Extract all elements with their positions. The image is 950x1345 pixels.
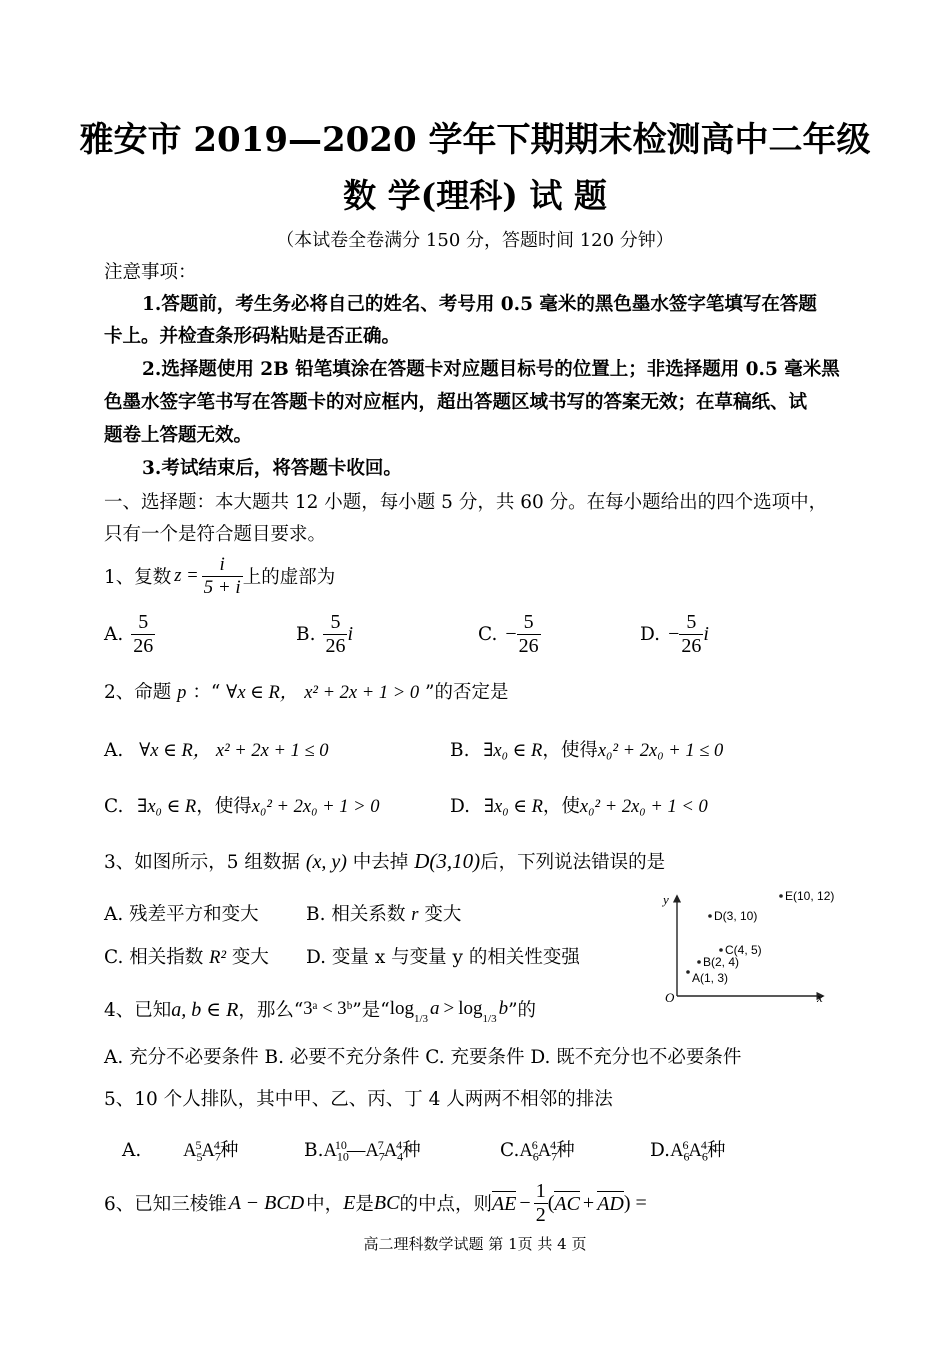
q1-c-den: 26 [518, 634, 539, 657]
q5-a-label: A. [122, 1140, 142, 1161]
q3-option-a: A. 残差平方和变大 [104, 904, 259, 925]
q1-d-label: D. [640, 623, 661, 645]
q4-prefix: 4、已知 [104, 1000, 172, 1021]
q5-d-expr: $A_6^6A_6^4$ [670, 1137, 708, 1164]
point-a-label: A(1, 3) [692, 971, 729, 985]
question-1 [104, 548, 335, 604]
x-axis-label: x [817, 990, 823, 1005]
q3-point-d: D(3,10) [414, 849, 481, 873]
point-c-label: C(4, 5) [725, 943, 762, 957]
question-6 [104, 1176, 647, 1230]
q1-b-fraction [323, 611, 347, 658]
page-footer: 高二理科数学试题 第 1页 共 4 页 [363, 1235, 587, 1253]
q3-c-r2: R² [209, 948, 227, 968]
question-5: 5、10 个人排队，其中甲、乙、丙、丁 4 人两两不相邻的排法 [104, 1089, 613, 1110]
q1-lhs: z = [174, 565, 199, 586]
q1-d-minus: − [668, 622, 680, 645]
section-1-line2: 只有一个是符合题目要求。 [104, 524, 327, 545]
notice-heading: 注意事项： [104, 262, 197, 283]
q2-b-label: B. [450, 740, 470, 761]
point-a [686, 970, 690, 974]
q3-scatter-plot [655, 882, 865, 1007]
q2-b-mid: ，使得 [542, 740, 598, 761]
q3-xy: (x, y) [305, 851, 347, 873]
q2-c-ineq: x₀² + 2x₀ + 1 > 0 [251, 797, 380, 817]
q3-suffix: 后，下列说法错误的是 [480, 852, 666, 873]
q5-b-unit: 种 [402, 1140, 421, 1161]
q4-cond1: 3ᵃ < 3ᵇ [303, 998, 353, 1019]
q3-option-c [104, 943, 269, 969]
q1-d-i: i [703, 622, 709, 645]
q4-ab: a, b ∈ R [171, 998, 239, 1021]
point-b-label: B(2, 4) [703, 955, 740, 969]
q2-c-quant: ∃x₀ ∈ R [137, 797, 197, 817]
q5-b-expr: $A_{10}^{10}—A_7^7A_4^4$ [323, 1137, 404, 1164]
q6-e: E [343, 1191, 356, 1214]
q3-option-b [306, 900, 461, 926]
q3-b-pre: B. 相关系数 [306, 904, 406, 925]
q5-c-expr: $A_6^6A_7^4$ [519, 1137, 558, 1164]
q1-c-label: C. [478, 623, 498, 645]
page-title: 雅安市 2019—2020 学年下期期末检测高中二年级 [79, 120, 871, 160]
q5-d-label: D. [650, 1140, 671, 1161]
q5-option-c [500, 1136, 575, 1165]
q4-log-2: log [458, 998, 483, 1019]
q1-a-den: 26 [133, 634, 154, 657]
point-d [708, 914, 712, 918]
q6-plus: + [582, 1191, 595, 1214]
origin-label: O [665, 990, 675, 1005]
q2-option-d [450, 792, 708, 818]
q4-mid1: ，那么“ [238, 1000, 304, 1021]
q2-p: p [177, 683, 187, 703]
q1-d-den: 26 [681, 634, 702, 657]
q2-colon: ：“ [192, 682, 221, 703]
point-b [697, 960, 701, 964]
q5-c-unit: 种 [556, 1140, 575, 1161]
q2-option-b [450, 736, 723, 762]
q2-d-label: D. [450, 796, 471, 817]
q1-d-fraction [679, 611, 703, 658]
q2-d-ineq: x₀² + 2x₀ + 1 < 0 [579, 797, 708, 817]
q2-c-label: C. [104, 796, 124, 817]
notice-item-1-line2: 卡上。并检查条形码粘贴是否正确。 [104, 326, 401, 347]
q6-vec-ae: AE [491, 1192, 517, 1215]
point-e [779, 894, 783, 898]
q4-base-2: 1/3 [482, 1013, 497, 1025]
q6-mid3: 的中点，则 [399, 1194, 492, 1215]
q4-log-1: log [389, 998, 414, 1019]
q3-b-r: r [411, 905, 419, 925]
q2-c-mid: ，使得 [196, 796, 252, 817]
section-1-line1: 一、选择题：本大题共 12 小题，每小题 5 分，共 60 分。在每小题给出的四个选项中， [104, 492, 828, 513]
q6-half-den: 2 [535, 1203, 546, 1226]
q4-suffix: ”的 [508, 1000, 537, 1021]
q1-option-d [640, 606, 709, 662]
q6-bc: BC [373, 1191, 400, 1214]
q4-a: a [430, 998, 440, 1019]
q1-a-label: A. [104, 623, 124, 645]
q1-c-minus: − [505, 622, 517, 645]
q1-option-c [478, 606, 541, 662]
notice-item-3: 3.考试结束后，将答题卡收回。 [142, 458, 402, 479]
q2-prefix: 2、命题 [104, 682, 172, 703]
q1-denominator: 5 + i [203, 576, 241, 598]
q2-a-label: A. [104, 740, 124, 761]
q5-a-expr: $A_5^5A_7^4$ [183, 1137, 221, 1164]
q6-vec-ac: AC [554, 1192, 580, 1215]
q5-a-unit: 种 [219, 1140, 239, 1161]
q1-b-i: i [347, 622, 354, 645]
notice-item-1-line1: 1.答题前，考生务必将自己的姓名、考号用 0.5 毫米的黑色墨水签字笔填写在答题 [142, 294, 817, 315]
q6-tetra: A − BCD [228, 1191, 305, 1214]
question-4 [104, 986, 536, 1032]
q2-option-a [104, 736, 328, 762]
q3-mid: 中去掉 [352, 852, 409, 873]
q5-option-a [122, 1136, 238, 1165]
q1-prefix: 1、复数 [104, 567, 172, 588]
point-e-label: E(10, 12) [785, 889, 835, 903]
question-2 [104, 678, 508, 704]
q1-option-b [296, 606, 353, 662]
y-axis-label: y [663, 892, 669, 907]
q1-d-num: 5 [686, 610, 697, 633]
notice-item-2-line1: 2.选择题使用 2B 铅笔填涂在答题卡对应题目标号的位置上；非选择题用 0.5 毫米黑 [142, 359, 840, 380]
page-subtitle: 数 学(理科) 试 题 [343, 176, 607, 215]
q6-minus: − [519, 1191, 531, 1214]
q6-mid2: 是 [355, 1194, 374, 1215]
point-c [719, 948, 723, 952]
q2-option-c [104, 792, 380, 818]
q5-option-d [650, 1136, 725, 1165]
q6-paren: ( [547, 1191, 555, 1214]
q1-a-fraction [131, 611, 155, 658]
q2-d-quant: ∃x₀ ∈ R [483, 797, 543, 817]
notice-item-2-line3: 题卷上答题无效。 [104, 425, 253, 446]
q2-a-text: ∀x ∈ R， x² + 2x + 1 ≤ 0 [139, 741, 329, 761]
q1-b-den: 26 [325, 634, 346, 657]
q4-base-1: 1/3 [413, 1013, 429, 1025]
q5-option-b [304, 1136, 421, 1165]
q3-c-suf: 变大 [231, 947, 269, 968]
q6-half [534, 1180, 548, 1227]
q1-b-num: 5 [330, 610, 341, 633]
q3-b-suf: 变大 [424, 904, 462, 925]
q6-end: ) = [623, 1191, 647, 1214]
q1-suffix: 上的虚部为 [242, 567, 336, 588]
q4-b: b [498, 998, 509, 1019]
q6-vec-ad: AD [597, 1192, 624, 1215]
q2-forall: ∀x ∈ R， [226, 683, 299, 703]
q6-half-num: 1 [535, 1179, 546, 1202]
q2-b-quant: ∃x₀ ∈ R [483, 741, 543, 761]
q1-fraction [202, 554, 243, 599]
q1-b-label: B. [296, 623, 316, 645]
q3-prefix: 3、如图所示，5 组数据 [104, 852, 300, 873]
q5-c-label: C. [500, 1140, 520, 1161]
q4-gt: > [443, 998, 455, 1019]
q1-option-a [104, 606, 155, 662]
q6-prefix: 6、已知三棱锥 [104, 1194, 227, 1215]
q1-numerator: i [219, 553, 225, 575]
q4-mid2: ”是“ [352, 1000, 390, 1021]
q3-option-d: D. 变量 x 与变量 y 的相关性变强 [306, 947, 580, 968]
q1-c-num: 5 [523, 610, 534, 633]
q4-options: A. 充分不必要条件 B. 必要不充分条件 C. 充要条件 D. 既不充分也不必要条件 [104, 1047, 742, 1068]
q2-inequality: x² + 2x + 1 > 0 [304, 683, 420, 703]
q5-b-label: B. [304, 1140, 324, 1161]
q2-b-ineq: x₀² + 2x₀ + 1 ≤ 0 [597, 741, 724, 761]
q5-d-unit: 种 [706, 1140, 726, 1161]
q6-mid: 中， [306, 1194, 344, 1215]
q2-suffix: ”的否定是 [425, 682, 509, 703]
point-d-label: D(3, 10) [714, 909, 758, 923]
exam-info: （本试卷全卷满分 150 分，答题时间 120 分钟） [276, 230, 674, 251]
q3-c-pre: C. 相关指数 [104, 947, 204, 968]
q1-a-num: 5 [138, 610, 149, 633]
q2-d-mid: ，使 [542, 796, 580, 817]
question-3 [104, 848, 665, 874]
q1-c-fraction [517, 611, 541, 658]
notice-item-2-line2: 色墨水签字笔书写在答题卡的对应框内，超出答题区域书写的答案无效；在草稿纸、试 [104, 392, 808, 413]
